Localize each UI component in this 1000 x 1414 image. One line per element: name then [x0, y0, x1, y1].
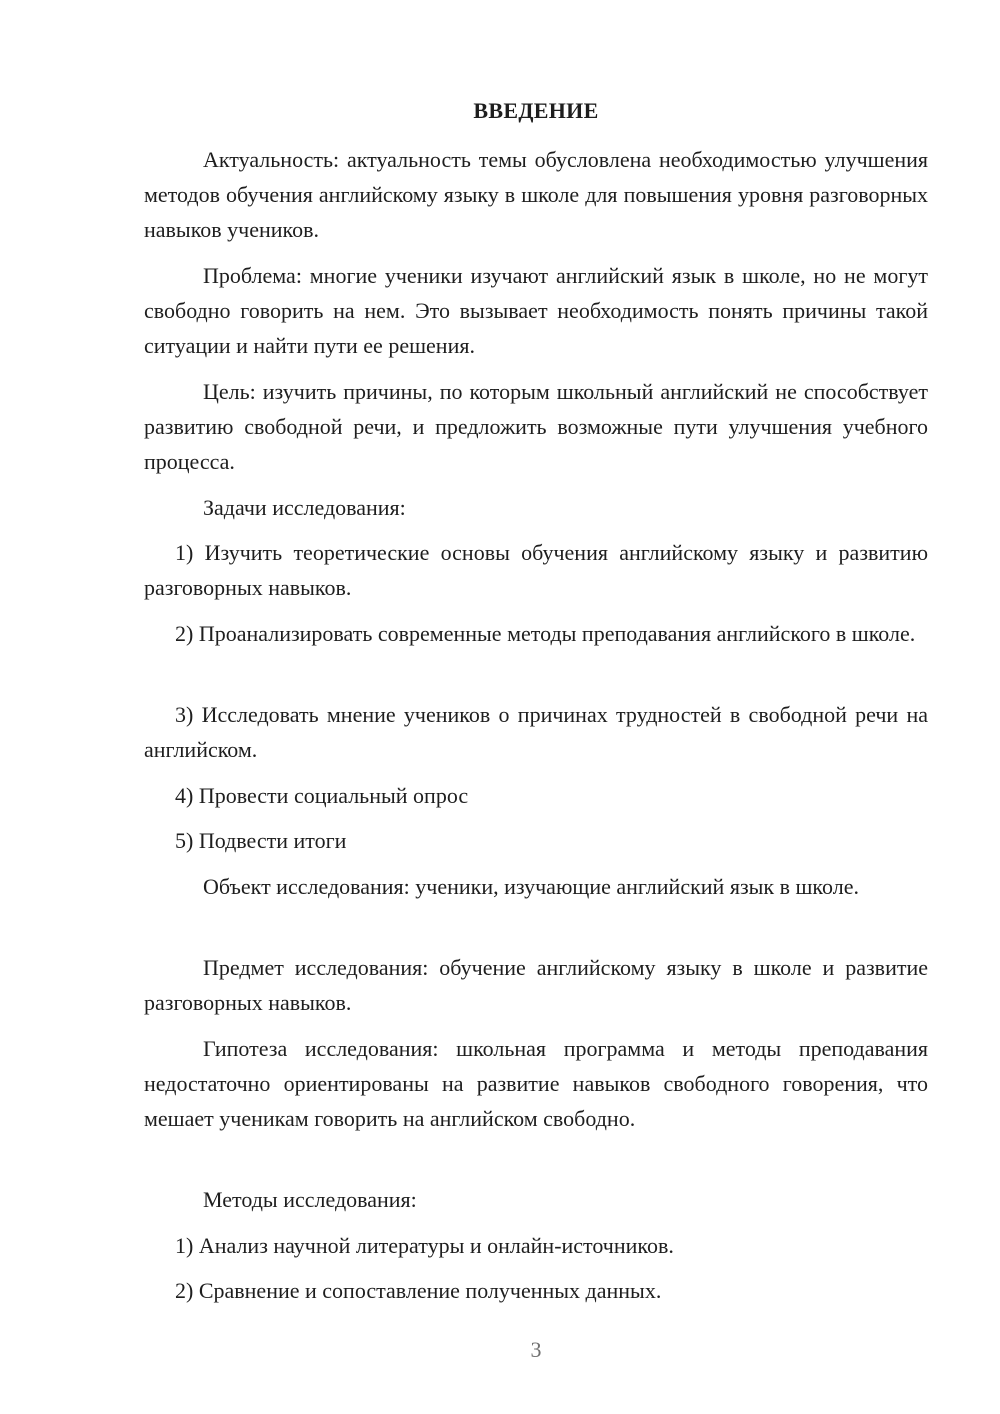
paragraph-problem: Проблема: многие ученики изучают английский язык в школе, но не могут свободно говорить на нем. Это вызывает необходимость понять причины такой ситуации и найти пути ее решения.	[144, 263, 928, 358]
task-item-2: 2) Проанализировать современные методы преподавания английского в школе.	[175, 621, 916, 646]
paragraph-goal: Цель: изучить причины, по которым школьный английский не способствует развитию свободной речи, и предложить возможные пути улучшения учебного процесса.	[144, 379, 928, 474]
section-heading: ВВЕДЕНИЕ	[473, 98, 599, 123]
method-item-2: 2) Сравнение и сопоставление полученных данных.	[175, 1278, 662, 1303]
paragraph-hypothesis: Гипотеза исследования: школьная программа и методы преподавания недостаточно ориентированы на развитие навыков свободного говорения, что мешает ученикам говорить на английском свободно.	[144, 1036, 928, 1131]
paragraph-relevance: Актуальность: актуальность темы обусловлена необходимостью улучшения методов обучения английскому языку в школе для повышения уровня разговорных навыков учеников.	[144, 147, 928, 242]
task-item-5: 5) Подвести итоги	[175, 828, 347, 853]
methods-intro: Методы исследования:	[203, 1187, 417, 1212]
task-item-4: 4) Провести социальный опрос	[175, 783, 469, 808]
tasks-intro: Задачи исследования:	[203, 495, 406, 520]
page-number: 3	[530, 1337, 542, 1362]
paragraph-object: Объект исследования: ученики, изучающие английский язык в школе.	[203, 874, 859, 899]
task-item-1: 1) Изучить теоретические основы обучения английскому языку и развитию разговорных навыков.	[144, 540, 928, 600]
task-item-3: 3) Исследовать мнение учеников о причинах трудностей в свободной речи на английском.	[144, 702, 928, 762]
method-item-1: 1) Анализ научной литературы и онлайн-источников.	[175, 1233, 674, 1258]
paragraph-subject: Предмет исследования: обучение английскому языку в школе и развитие разговорных навыков.	[144, 955, 928, 1015]
